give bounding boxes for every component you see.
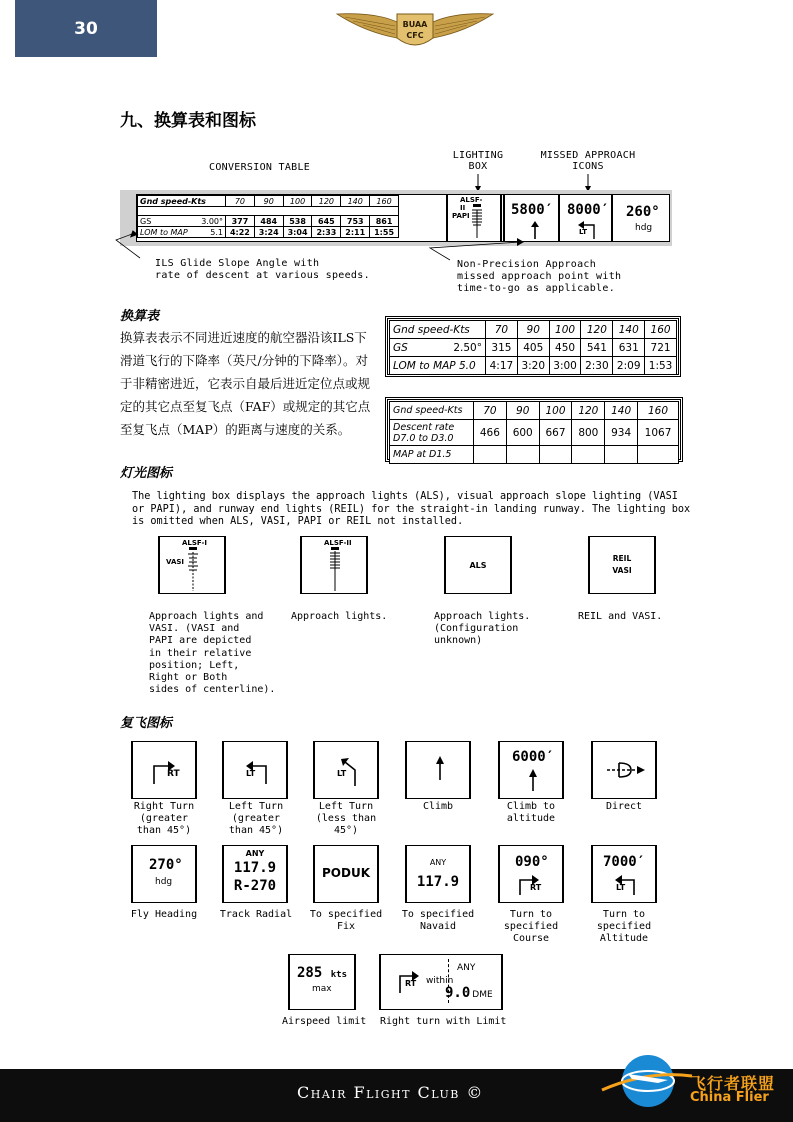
missed-heading: 复飞图标 — [120, 716, 173, 731]
china-flier-globe-logo — [598, 1050, 694, 1112]
speed-value: 285 kts — [297, 965, 347, 981]
ta-lom-1: 4:17 — [486, 357, 518, 375]
ma-fly-heading-box — [131, 845, 197, 903]
ma-turn-with-limit-box — [379, 954, 503, 1010]
annotation-nonprecision: Non-Precision Approach missed approach point with time-to-go as applicable. — [457, 259, 622, 294]
course-rt: RT — [530, 883, 542, 892]
footer-brand-en: China Flier — [690, 1090, 769, 1105]
lighting-caption-3: Approach lights. (Configuration unknown) — [434, 611, 531, 647]
ta-lom-2: 3:20 — [517, 357, 549, 375]
mini-gs-6: 861 — [370, 216, 399, 227]
ma-cap-3: Left Turn (less than 45°) — [315, 801, 377, 836]
ta-gs-1: 315 — [486, 339, 518, 357]
tb-d-5: 934 — [605, 420, 638, 446]
limit-within: within — [426, 976, 454, 986]
ma-climb-altitude-box — [498, 741, 564, 799]
ta-lom-4: 2:30 — [581, 357, 613, 375]
ma-cap-13: Airspeed limit — [282, 1016, 367, 1027]
lb4-vasi: VASI — [612, 566, 632, 575]
page-number: 30 — [74, 18, 98, 39]
mini-lom-2: 3:24 — [254, 227, 283, 238]
lighting-box-1 — [158, 536, 226, 594]
lb2-alsf2: ALSF-II — [324, 539, 352, 547]
ma-cap-12: Turn to specified Altitude — [596, 909, 652, 944]
ma-fix-box — [313, 845, 379, 903]
tb-hdr-0: Gnd speed-Kts — [390, 402, 474, 420]
limit-rt: RT — [405, 979, 417, 988]
lighting-box-3 — [444, 536, 512, 594]
mini-hdr-2: 90 — [254, 196, 283, 207]
tb-hdr-2: 90 — [506, 402, 539, 420]
tb-descent: Descent rate D7.0 to D3.0 — [390, 420, 474, 446]
lb1-alsf1: ALSF-I — [182, 539, 207, 547]
fly-heading-value: 270° — [149, 857, 183, 873]
mini-lom-1: 4:22 — [226, 227, 255, 238]
ta-gs-3: 450 — [549, 339, 581, 357]
section-title: 九、换算表和图标 — [120, 111, 256, 131]
ma-turn-course-box — [498, 845, 564, 903]
logo-text-2: CFC — [406, 31, 424, 40]
ta-lom-3: 3:00 — [549, 357, 581, 375]
lighting-box-4 — [588, 536, 656, 594]
mini-hdr-4: 120 — [312, 196, 341, 207]
alsf2-lights-large-icon — [328, 547, 342, 593]
ta-lom-6: 1:53 — [645, 357, 677, 375]
tb-d-3: 667 — [539, 420, 572, 446]
ma-cap-1: Right Turn (greater than 45°) — [133, 801, 195, 836]
papi-label: PAPI — [452, 212, 470, 220]
tb-hdr-5: 140 — [605, 402, 638, 420]
lighting-paragraph: The lighting box displays the approach lights (ALS), visual approach slope lighting (VASI or PAPI), and runway end lights (REIL) for the straight-in landing runway. The lighting box is omitted when ALS, VASI, PAPI or REIL not installed. — [132, 491, 691, 527]
ta-hdr-3: 100 — [549, 321, 581, 339]
lb4-reil: REIL — [612, 554, 632, 563]
mini-hdr-0: Gnd speed-Kts — [138, 196, 226, 207]
footer-club-name: Chair Flight Club © — [297, 1083, 484, 1102]
ma-cap-4: Climb — [422, 801, 454, 812]
lighting-heading: 灯光图标 — [120, 466, 173, 481]
radial-value: R-270 — [233, 878, 277, 894]
mini-gs-4: 645 — [312, 216, 341, 227]
mini-hdr-1: 70 — [226, 196, 255, 207]
mini-gs-3: 538 — [283, 216, 312, 227]
ma-cap-6: Direct — [605, 801, 643, 812]
lt-label-2: LT — [337, 769, 347, 778]
limit-any: ANY — [457, 963, 476, 973]
climb-altitude-value: 6000′ — [512, 749, 555, 765]
climb-altitude-arrow-icon — [527, 769, 539, 791]
mini-lom-5: 2:11 — [341, 227, 370, 238]
ta-hdr-0: Gnd speed-Kts — [390, 321, 486, 339]
ta-gs: GS 2.50° — [390, 339, 486, 357]
turn-alt-lt: LT — [616, 883, 626, 892]
lighting-caption-2: Approach lights. — [291, 611, 388, 622]
ma-navaid-box — [405, 845, 471, 903]
lighting-caption-4: REIL and VASI. — [578, 611, 663, 622]
mini-lom-4: 2:33 — [312, 227, 341, 238]
conversion-heading: 换算表 — [120, 309, 160, 324]
ma-cap-10: To specified Navaid — [401, 909, 475, 932]
ta-lom: LOM to MAP 5.0 — [390, 357, 486, 375]
ma-airspeed-limit-box — [288, 954, 356, 1010]
ma-hdg-label: hdg — [635, 223, 653, 233]
ma-direct-box — [591, 741, 657, 799]
lighting-box-2 — [300, 536, 368, 594]
mini-lom-6: 1:55 — [370, 227, 399, 238]
logo-text-1: BUAA — [402, 20, 428, 29]
tb-hdr-3: 100 — [539, 402, 572, 420]
lt-label-1: LT — [246, 769, 256, 778]
mini-hdr-3: 100 — [283, 196, 312, 207]
ma-cap-9: To specified Fix — [309, 909, 383, 932]
table-b-frame — [385, 397, 683, 462]
missed-icons-label: MISSED APPROACH ICONS — [540, 150, 636, 172]
ta-gs-4: 541 — [581, 339, 613, 357]
tb-hdr-4: 120 — [572, 402, 605, 420]
ma-track-radial-box — [222, 845, 288, 903]
mini-gs-label: GS 3.00° — [138, 216, 226, 227]
alsf2-label: ALSF-II — [460, 196, 483, 212]
page-number-box — [15, 0, 157, 57]
limit-dme-value: 9.0 DME — [445, 985, 493, 1001]
ma-heading: 260° — [626, 204, 660, 220]
ma-alt-2: 8000′ — [567, 202, 610, 218]
navaid-any: ANY — [429, 858, 447, 867]
table-a — [389, 320, 677, 375]
tb-d-1: 466 — [474, 420, 507, 446]
ma-cap-7: Fly Heading — [130, 909, 198, 920]
ta-hdr-6: 160 — [645, 321, 677, 339]
tb-hdr-6: 160 — [638, 402, 679, 420]
fix-name: PODUK — [322, 866, 370, 880]
mini-lom-3: 3:04 — [283, 227, 312, 238]
ma-climb-box — [405, 741, 471, 799]
tb-map: MAP at D1.5 — [390, 446, 474, 464]
ta-hdr-5: 140 — [613, 321, 645, 339]
lb1-vasi: VASI — [166, 558, 185, 566]
ma-cap-8: Track Radial — [219, 909, 293, 920]
table-b — [389, 401, 679, 464]
ma-alt-1: 5800′ — [511, 202, 554, 218]
annotation-gs: ILS Glide Slope Angle with rate of descent at various speeds. — [155, 258, 370, 281]
rt-label-1: RT — [167, 769, 180, 779]
ma-left-turn-less-box — [313, 741, 379, 799]
ma-cap-5: Climb to altitude — [506, 801, 556, 824]
ma-cap-11: Turn to specified Course — [503, 909, 559, 944]
tb-d-2: 600 — [506, 420, 539, 446]
table-a-frame — [385, 316, 681, 377]
lb3-als: ALS — [469, 560, 487, 570]
ma-turn-altitude-box — [591, 845, 657, 903]
ma-left-turn-greater-box — [222, 741, 288, 799]
ta-hdr-4: 120 — [581, 321, 613, 339]
ta-lom-5: 2:09 — [613, 357, 645, 375]
radial-any: ANY — [245, 849, 265, 858]
mini-hdr-5: 140 — [341, 196, 370, 207]
course-value: 090° — [515, 854, 549, 870]
ma-lt-label: LT — [579, 228, 588, 236]
tb-d-4: 800 — [572, 420, 605, 446]
direct-to-fix-icon — [607, 760, 645, 780]
ta-hdr-2: 90 — [517, 321, 549, 339]
lighting-box-label: LIGHTING BOX — [452, 150, 504, 172]
mini-gs-1: 377 — [226, 216, 255, 227]
ta-gs-5: 631 — [613, 339, 645, 357]
tb-d-6: 1067 — [638, 420, 679, 446]
climb-arrow-icon — [434, 756, 446, 780]
tb-hdr-1: 70 — [474, 402, 507, 420]
footer-brand-zh: 飞行者联盟 — [690, 1074, 776, 1093]
ta-gs-6: 721 — [645, 339, 677, 357]
lighting-caption-1: Approach lights and VASI. (VASI and PAPI are depicted in their relative position; Left, Right or Both sides of centerline). — [149, 611, 276, 696]
radial-freq: 117.9 — [233, 860, 277, 876]
conversion-body: 换算表表示不同进近速度的航空器沿该ILS下滑道飞行的下降率（英尺/分钟的下降率）。对于非精密进近，它表示自最后进近定位点或规定的其它点至复飞点（FAF）或规定的其它点至复飞点（MAP）的距离与速度的关系。 — [120, 330, 371, 437]
speed-max: max — [312, 984, 332, 994]
turn-alt-value: 7000′ — [603, 854, 646, 870]
ma-cap-2: Left Turn (greater than 45°) — [228, 801, 284, 836]
alsf1-lights-icon — [186, 547, 200, 593]
ta-gs-2: 405 — [517, 339, 549, 357]
ta-hdr-1: 70 — [486, 321, 518, 339]
ma-right-turn-box — [131, 741, 197, 799]
conversion-table-label: CONVERSION TABLE — [209, 162, 311, 173]
mini-lom-label: LOM to MAP 5.1 — [138, 227, 226, 238]
mini-gs-2: 484 — [254, 216, 283, 227]
navaid-freq: 117.9 — [416, 874, 460, 890]
ma-cap-14: Right turn with Limit — [380, 1016, 507, 1027]
mini-gs-5: 753 — [341, 216, 370, 227]
buaa-cfc-wings-logo — [335, 8, 495, 52]
mini-hdr-6: 160 — [370, 196, 399, 207]
fly-heading-label: hdg — [155, 877, 173, 887]
